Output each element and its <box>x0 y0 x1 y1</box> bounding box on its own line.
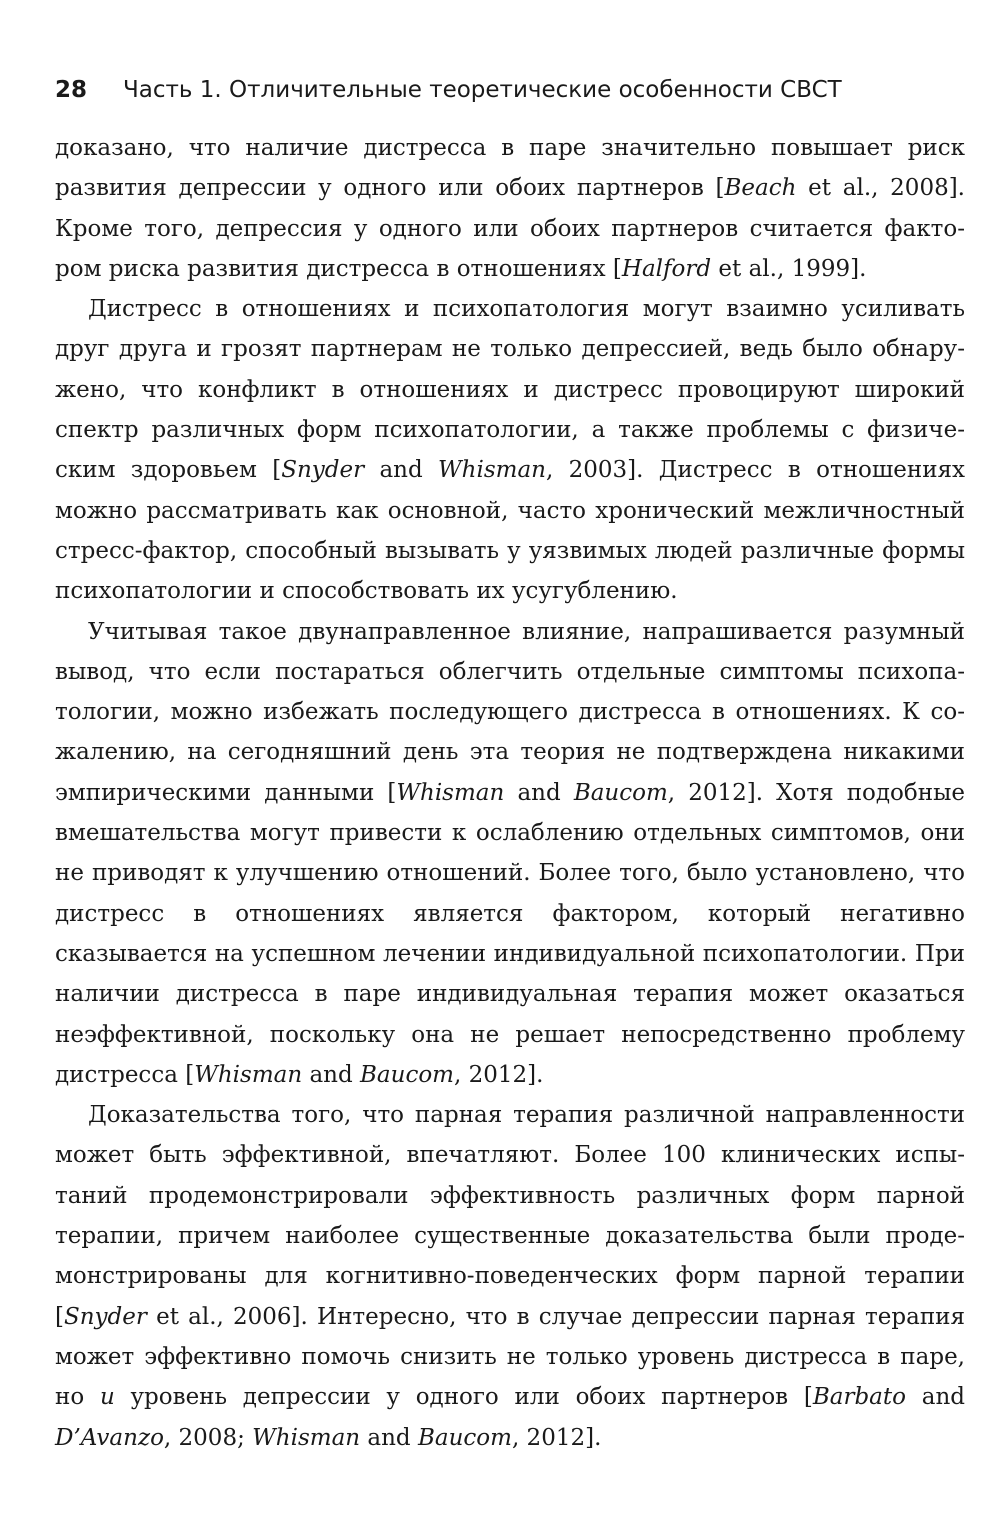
running-title: Часть 1. Отличительные теоретические особенности CBCT <box>123 77 842 103</box>
citation-author: Baucom <box>360 1061 454 1088</box>
citation-author: D’Avanzo <box>55 1424 164 1451</box>
page-number: 28 <box>55 77 88 103</box>
text-run: , 2008; <box>163 1424 253 1451</box>
citation-author: Baucom <box>417 1424 512 1451</box>
paragraph <box>55 612 965 1096</box>
paragraph <box>55 289 965 611</box>
text-run: уровень депрессии у одного или обоих партнеров [ <box>114 1384 813 1411</box>
text-run: and <box>364 457 439 484</box>
citation-author: и <box>99 1384 115 1411</box>
citation-author: Halford <box>621 255 712 282</box>
text-run: and <box>504 779 574 806</box>
body-text <box>55 128 965 1458</box>
citation-author: Whisman <box>438 457 546 484</box>
text-run: доказано, что наличие дистресса в паре значительно повышает риск развития депрессии у одного или обоих партнеров [ <box>55 135 965 202</box>
text-run: , 2003]. Дистресс в отношениях можно рассматривать как основной, часто хронический межличностный стресс-фактор, способный вызывать у уязвимых людей различные формы психопатологии и способствовать их усугублению. <box>55 457 966 605</box>
text-run: , 2012]. <box>511 1424 602 1451</box>
running-header <box>55 72 955 108</box>
citation-author: Beach <box>724 175 797 202</box>
text-run: and <box>360 1424 418 1451</box>
paragraph <box>55 128 965 289</box>
text-run: Дистресс в отношениях и психопатология могут взаимно усиливать друг друга и грозят партнерам не только депрессией, ведь было обнаружено, что конфликт в отношениях и дистресс провоцируют широкий спектр различных форм психопатологии, а также проблемы с физическим здоровьем [ <box>55 296 965 484</box>
text-run: Учитывая такое двунаправленное влияние, напрашивается разумный вывод, что если постараться облегчить отдельные симптомы психопатологии, можно избежать последующего дистресса в отношениях. К сожалению, на сегодняшний день эта теория не подтверждена никакими эмпирическими данными [ <box>55 618 965 806</box>
text-run: et al., 1999]. <box>711 255 867 282</box>
text-run: et al., 2008]. Кроме того, депрессия у одного или обоих партнеров считается фактором риска развития дистресса в отношениях [ <box>55 175 965 282</box>
text-run: et al., 2006]. Интересно, что в случае депрессии парная терапия может эффективно помочь снизить не только уровень дистресса в паре, но <box>55 1303 965 1411</box>
paragraph <box>55 1095 965 1458</box>
citation-author: Whisman <box>252 1424 361 1451</box>
text-run: and <box>905 1384 965 1411</box>
citation-author: Whisman <box>194 1061 303 1088</box>
text-run: Доказательства того, что парная терапия различной направленности может быть эффективной, впечатляют. Более 100 клинических испытаний продемонстрировали эффективность различных форм парной терапии, причем наиболее существенные доказательства были продемонстрированы для когнитивно-поведенческих форм парной терапии [ <box>55 1102 965 1330</box>
citation-author: Snyder <box>63 1303 147 1330</box>
text-run: , 2012]. Хотя подобные вмешательства могут привести к ослаблению отдельных симптомов, они не приводят к улучшению отношений. Более того, было установлено, что дистресс в отношениях является фактором, который негативно сказывается на успешном лечении индивидуальной психопатологии. При наличии дистресса в паре индивидуальная терапия может оказаться неэффективной, поскольку она не решает непосредственно проблему дистресса [ <box>55 779 965 1088</box>
citation-author: Baucom <box>573 779 668 806</box>
citation-author: Whisman <box>396 779 505 806</box>
text-run: and <box>302 1061 361 1088</box>
text-run: , 2012]. <box>454 1061 544 1088</box>
citation-author: Barbato <box>812 1384 906 1411</box>
citation-author: Snyder <box>281 457 365 484</box>
